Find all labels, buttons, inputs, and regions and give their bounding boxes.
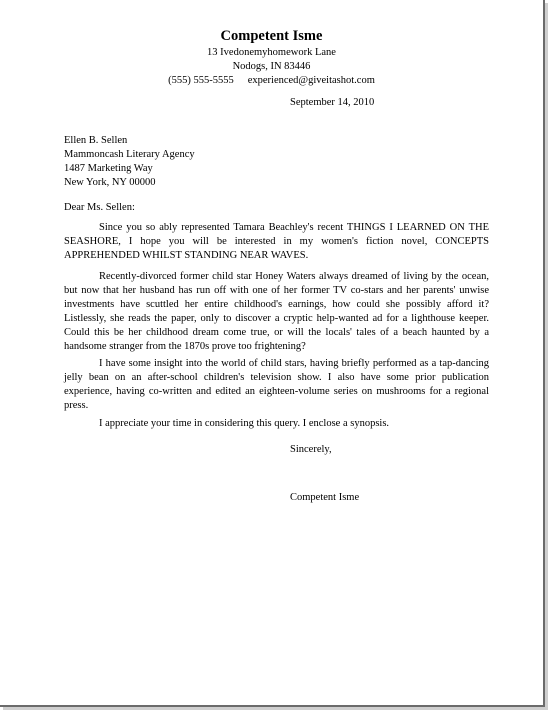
salutation: Dear Ms. Sellen: bbox=[64, 202, 135, 213]
sender-name: Competent Isme bbox=[220, 28, 323, 44]
paragraph-text: I have some insight into the world of child stars, having briefly performed as a tap-dancing jelly bean on an after-school children's television show. I also have some prior publication experience, having co-written and edited an eighteen-volume series on mushrooms for a regional press. bbox=[64, 358, 489, 411]
body-paragraph-1 bbox=[64, 221, 489, 263]
paragraph-text: Since you so ably represented Tamara Beachley's recent THINGS I LEARNED ON THE SEASHORE, I hope you will be interested in my women's fiction novel, CONCEPTS APPREHENDED WHILST STANDING NEAR WAVES. bbox=[64, 222, 489, 261]
recipient-street: 1487 Marketing Way bbox=[64, 163, 153, 174]
sender-contact-line bbox=[0, 74, 543, 88]
closing: Sincerely, bbox=[290, 444, 332, 455]
sender-email: experienced@giveitashot.com bbox=[247, 75, 375, 86]
paragraph-text: I appreciate your time in considering this query. I enclose a synopsis. bbox=[99, 418, 390, 429]
signature: Competent Isme bbox=[290, 492, 360, 503]
letter-date: September 14, 2010 bbox=[290, 97, 375, 108]
recipient-city: New York, NY 00000 bbox=[64, 177, 156, 188]
paragraph-text: Recently-divorced former child star Honey Waters always dreamed of living by the ocean, but now that her husband has run off with one of her former TV co-stars and her parents' unwise investments have scuttled her entire childhood's earnings, how could she possibly afford it? Listlessly, she reads the paper, only to discover a cryptic help-wanted ad for a lighthouse keeper. Could this be her childhood dream come true, or will the locals' tales of a beach haunted by a handsome stranger from the 1870s prove too frightening? bbox=[64, 271, 489, 352]
sender-address-line1: 13 Ivedonemyhomework Lane bbox=[207, 47, 336, 58]
body-paragraph-4 bbox=[64, 417, 489, 431]
sender-address-line2: Nodogs, IN 83446 bbox=[232, 61, 311, 72]
body-paragraph-3 bbox=[64, 357, 489, 413]
sender-phone: (555) 555-5555 bbox=[168, 75, 234, 86]
recipient-name: Ellen B. Sellen bbox=[64, 135, 128, 146]
recipient-agency: Mammoncash Literary Agency bbox=[64, 149, 195, 160]
body-paragraph-2 bbox=[64, 270, 489, 354]
